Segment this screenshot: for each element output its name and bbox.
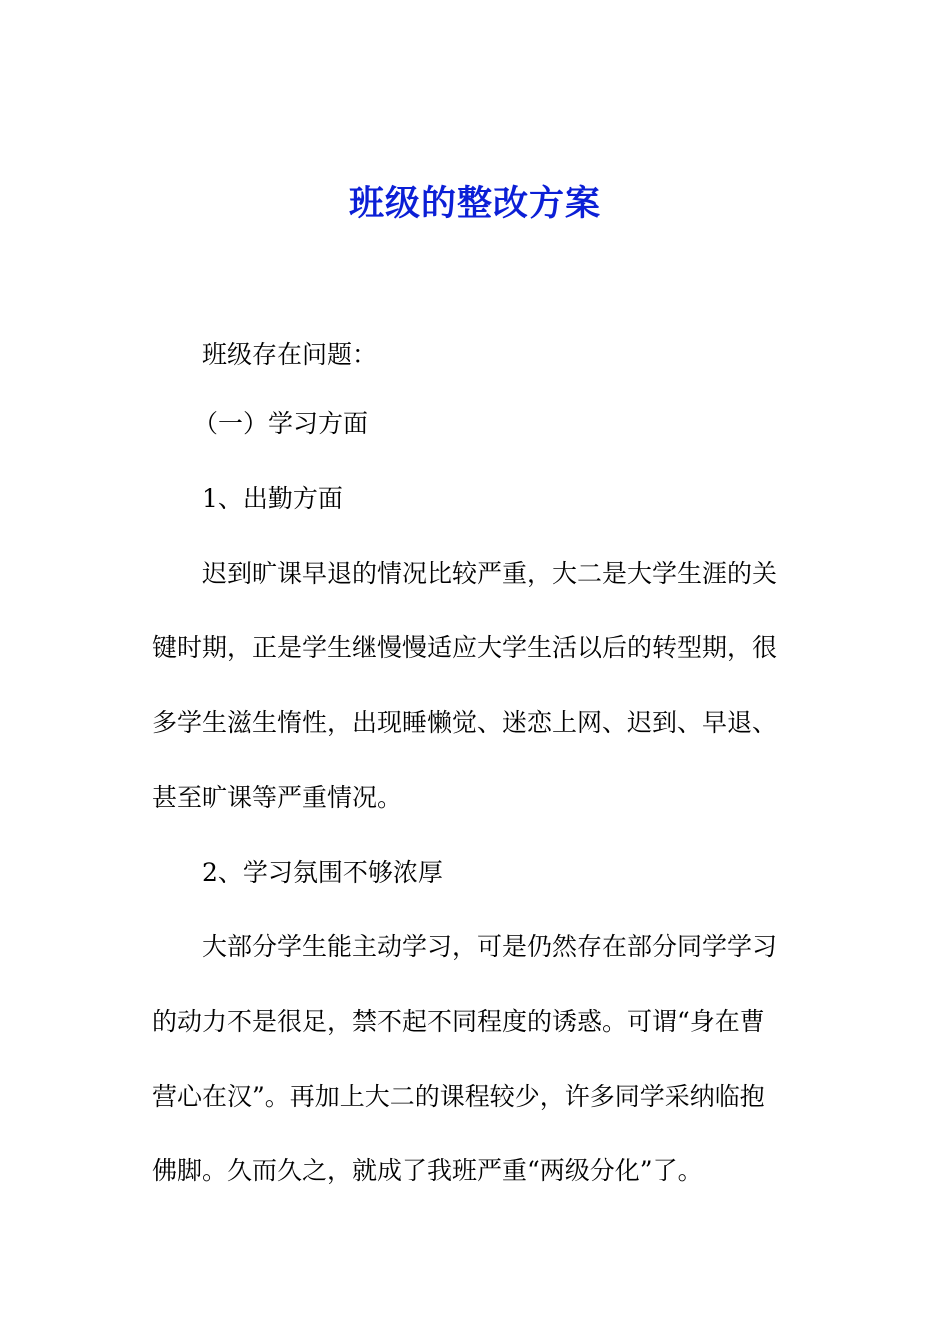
paragraph-line: 大部分学生能主动学习，可是仍然存在部分同学学习: [202, 932, 778, 961]
paragraph-line: 迟到旷课早退的情况比较严重，大二是大学生涯的关: [202, 559, 778, 588]
paragraph-line: 多学生滋生惰性，出现睡懒觉、迷恋上网、迟到、早退、: [152, 708, 778, 737]
paragraph-line: 的动力不是很足，禁不起不同程度的诱惑。可谓“身在曹: [152, 1007, 765, 1036]
paragraph-line: 甚至旷课等严重情况。: [152, 783, 403, 812]
paragraph-line: 键时期，正是学生继慢慢适应大学生活以后的转型期，很: [152, 633, 778, 662]
item-heading-attendance: 1、出勤方面: [202, 484, 343, 513]
document-title: 班级的整改方案: [348, 183, 601, 224]
section-heading-problems: 班级存在问题：: [202, 340, 378, 369]
paragraph-line: 营心在汉”。再加上大二的课程较少，许多同学采纳临抱: [152, 1082, 765, 1111]
item-heading-atmosphere: 2、学习氛围不够浓厚: [202, 858, 443, 887]
paragraph-line: 佛脚。久而久之，就成了我班严重“两级分化”了。: [152, 1156, 703, 1185]
subsection-heading-study: （一）学习方面: [193, 409, 369, 438]
